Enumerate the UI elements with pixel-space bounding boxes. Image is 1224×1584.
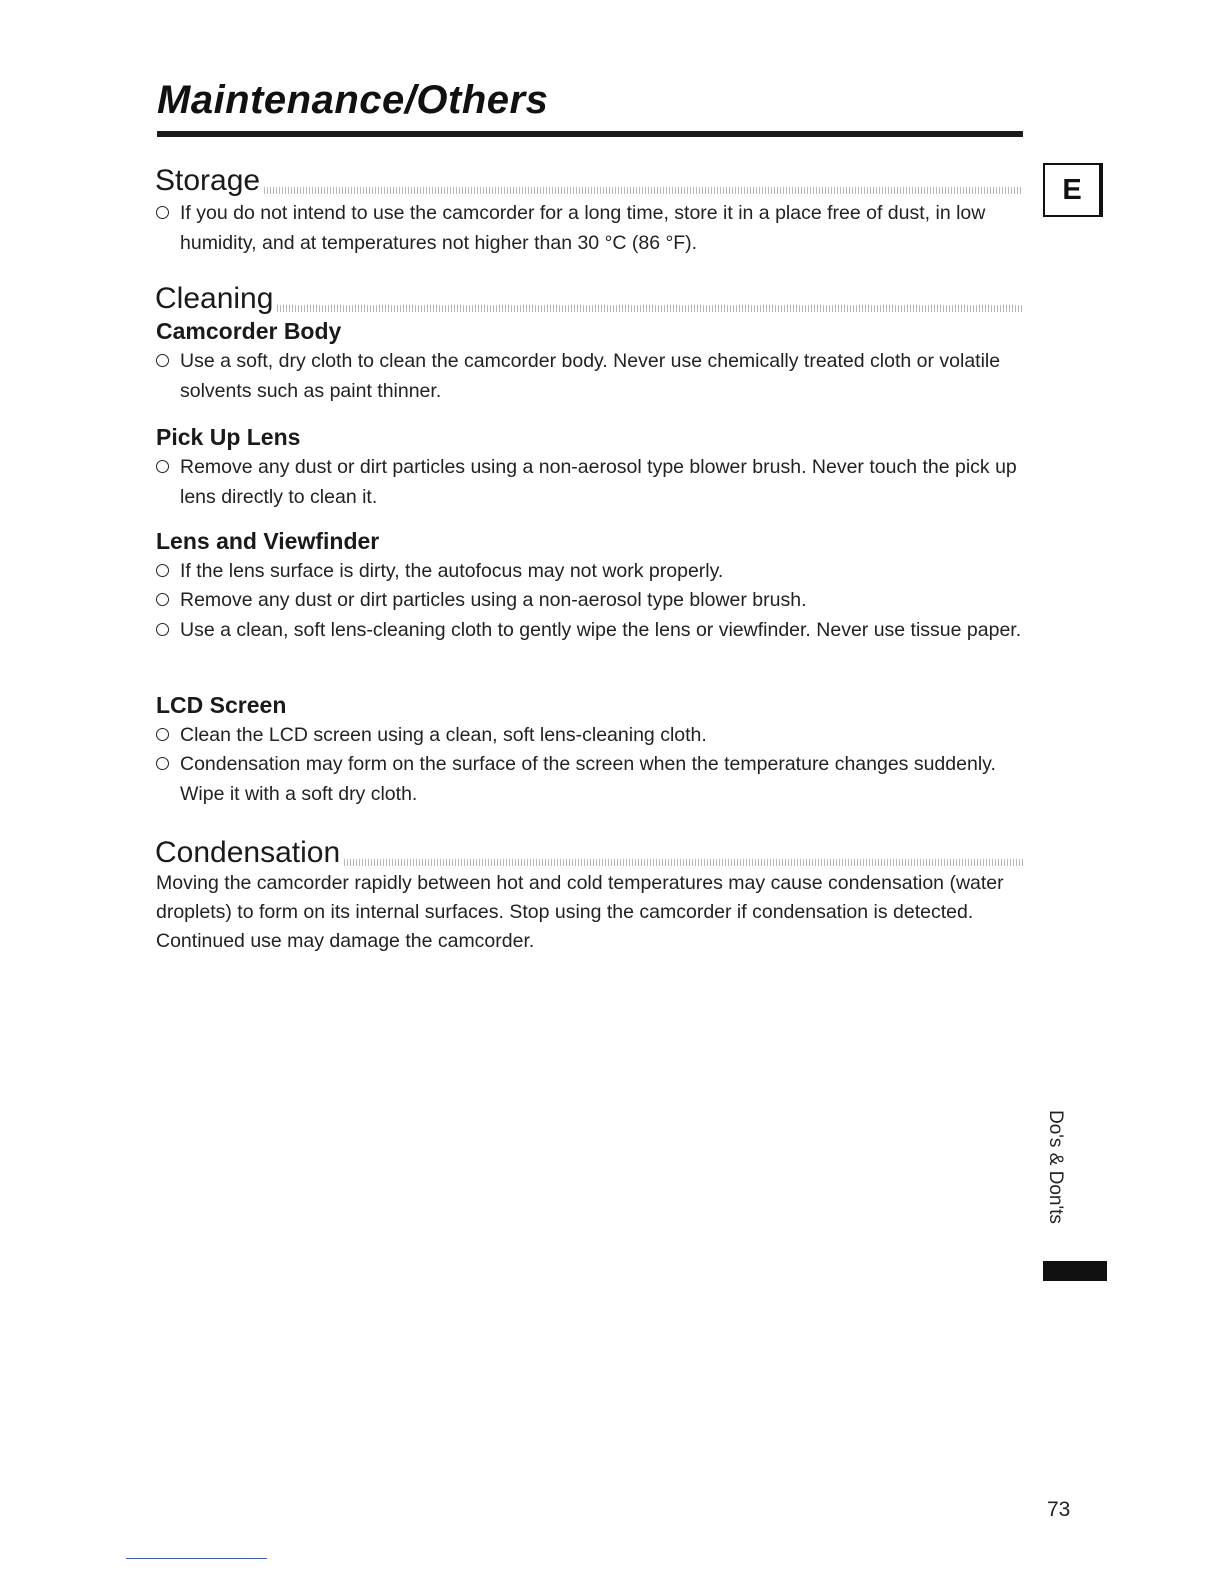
list-item — [156, 452, 1036, 512]
section-heading-cleaning — [155, 278, 1023, 314]
page-title: Maintenance/Others — [157, 78, 549, 122]
bullet-text: Clean the LCD screen using a clean, soft lens-cleaning cloth. — [180, 724, 707, 746]
subheading-lcd-screen: LCD Screen — [156, 692, 287, 718]
list-item — [156, 346, 1036, 406]
subheading-camcorder-body: Camcorder Body — [156, 318, 342, 344]
title-rule — [157, 131, 1023, 137]
bullet-text: Use a clean, soft lens-cleaning cloth to gently wipe the lens or viewfinder. Never use tissue paper. — [180, 619, 1022, 641]
list-item — [156, 720, 1036, 750]
bullet-circle-icon — [156, 593, 169, 606]
bullet-text: Condensation may form on the surface of the screen when the temperature changes suddenly. Wipe it with a soft dry cloth. — [180, 753, 996, 805]
section-heading-condensation — [155, 832, 1023, 868]
list-item — [156, 556, 1036, 586]
bullet-circle-icon — [156, 623, 169, 636]
dotted-rule — [264, 187, 1023, 194]
bullet-text: Remove any dust or dirt particles using a non-aerosol type blower brush. Never touch the pick up lens directly to clean it. — [180, 456, 1017, 508]
cleaning-heading-text: Cleaning — [155, 284, 277, 314]
subheading-lens-viewfinder: Lens and Viewfinder — [156, 528, 380, 554]
bullet-circle-icon — [156, 354, 169, 367]
dotted-rule — [277, 305, 1023, 312]
bullet-text: Use a soft, dry cloth to clean the camcorder body. Never use chemically treated cloth or volatile solvents such as paint thinner. — [180, 350, 1001, 402]
footer-rule — [126, 1558, 267, 1559]
list-item — [156, 615, 1026, 645]
page-number: 73 — [1047, 1498, 1071, 1521]
list-item — [156, 585, 1036, 615]
subheading-pick-up-lens: Pick Up Lens — [156, 424, 301, 450]
language-badge: E — [1043, 163, 1103, 217]
bullet-circle-icon — [156, 757, 169, 770]
bullet-text: If you do not intend to use the camcorder for a long time, store it in a place free of dust, in low humidity, and at temperatures not higher than 30 °C (86 °F). — [180, 202, 986, 254]
bullet-circle-icon — [156, 206, 169, 219]
storage-heading-text: Storage — [155, 166, 264, 196]
section-heading-storage — [155, 160, 1023, 196]
bullet-circle-icon — [156, 460, 169, 473]
dotted-rule — [344, 859, 1023, 866]
condensation-heading-text: Condensation — [155, 838, 344, 868]
list-item — [156, 198, 1026, 258]
bullet-circle-icon — [156, 728, 169, 741]
bullet-circle-icon — [156, 564, 169, 577]
bullet-text: If the lens surface is dirty, the autofocus may not work properly. — [180, 560, 724, 582]
side-tab-label: Do's & Don'ts — [1045, 1110, 1066, 1224]
side-tab-marker — [1043, 1261, 1107, 1281]
list-item — [156, 749, 1026, 809]
condensation-paragraph: Moving the camcorder rapidly between hot and cold temperatures may cause condensation (water droplets) to form on its internal surfaces. Stop using the camcorder if condensation is detected. Continued use may damage the camcorder. — [156, 872, 1004, 952]
bullet-text: Remove any dust or dirt particles using a non-aerosol type blower brush. — [180, 589, 807, 611]
